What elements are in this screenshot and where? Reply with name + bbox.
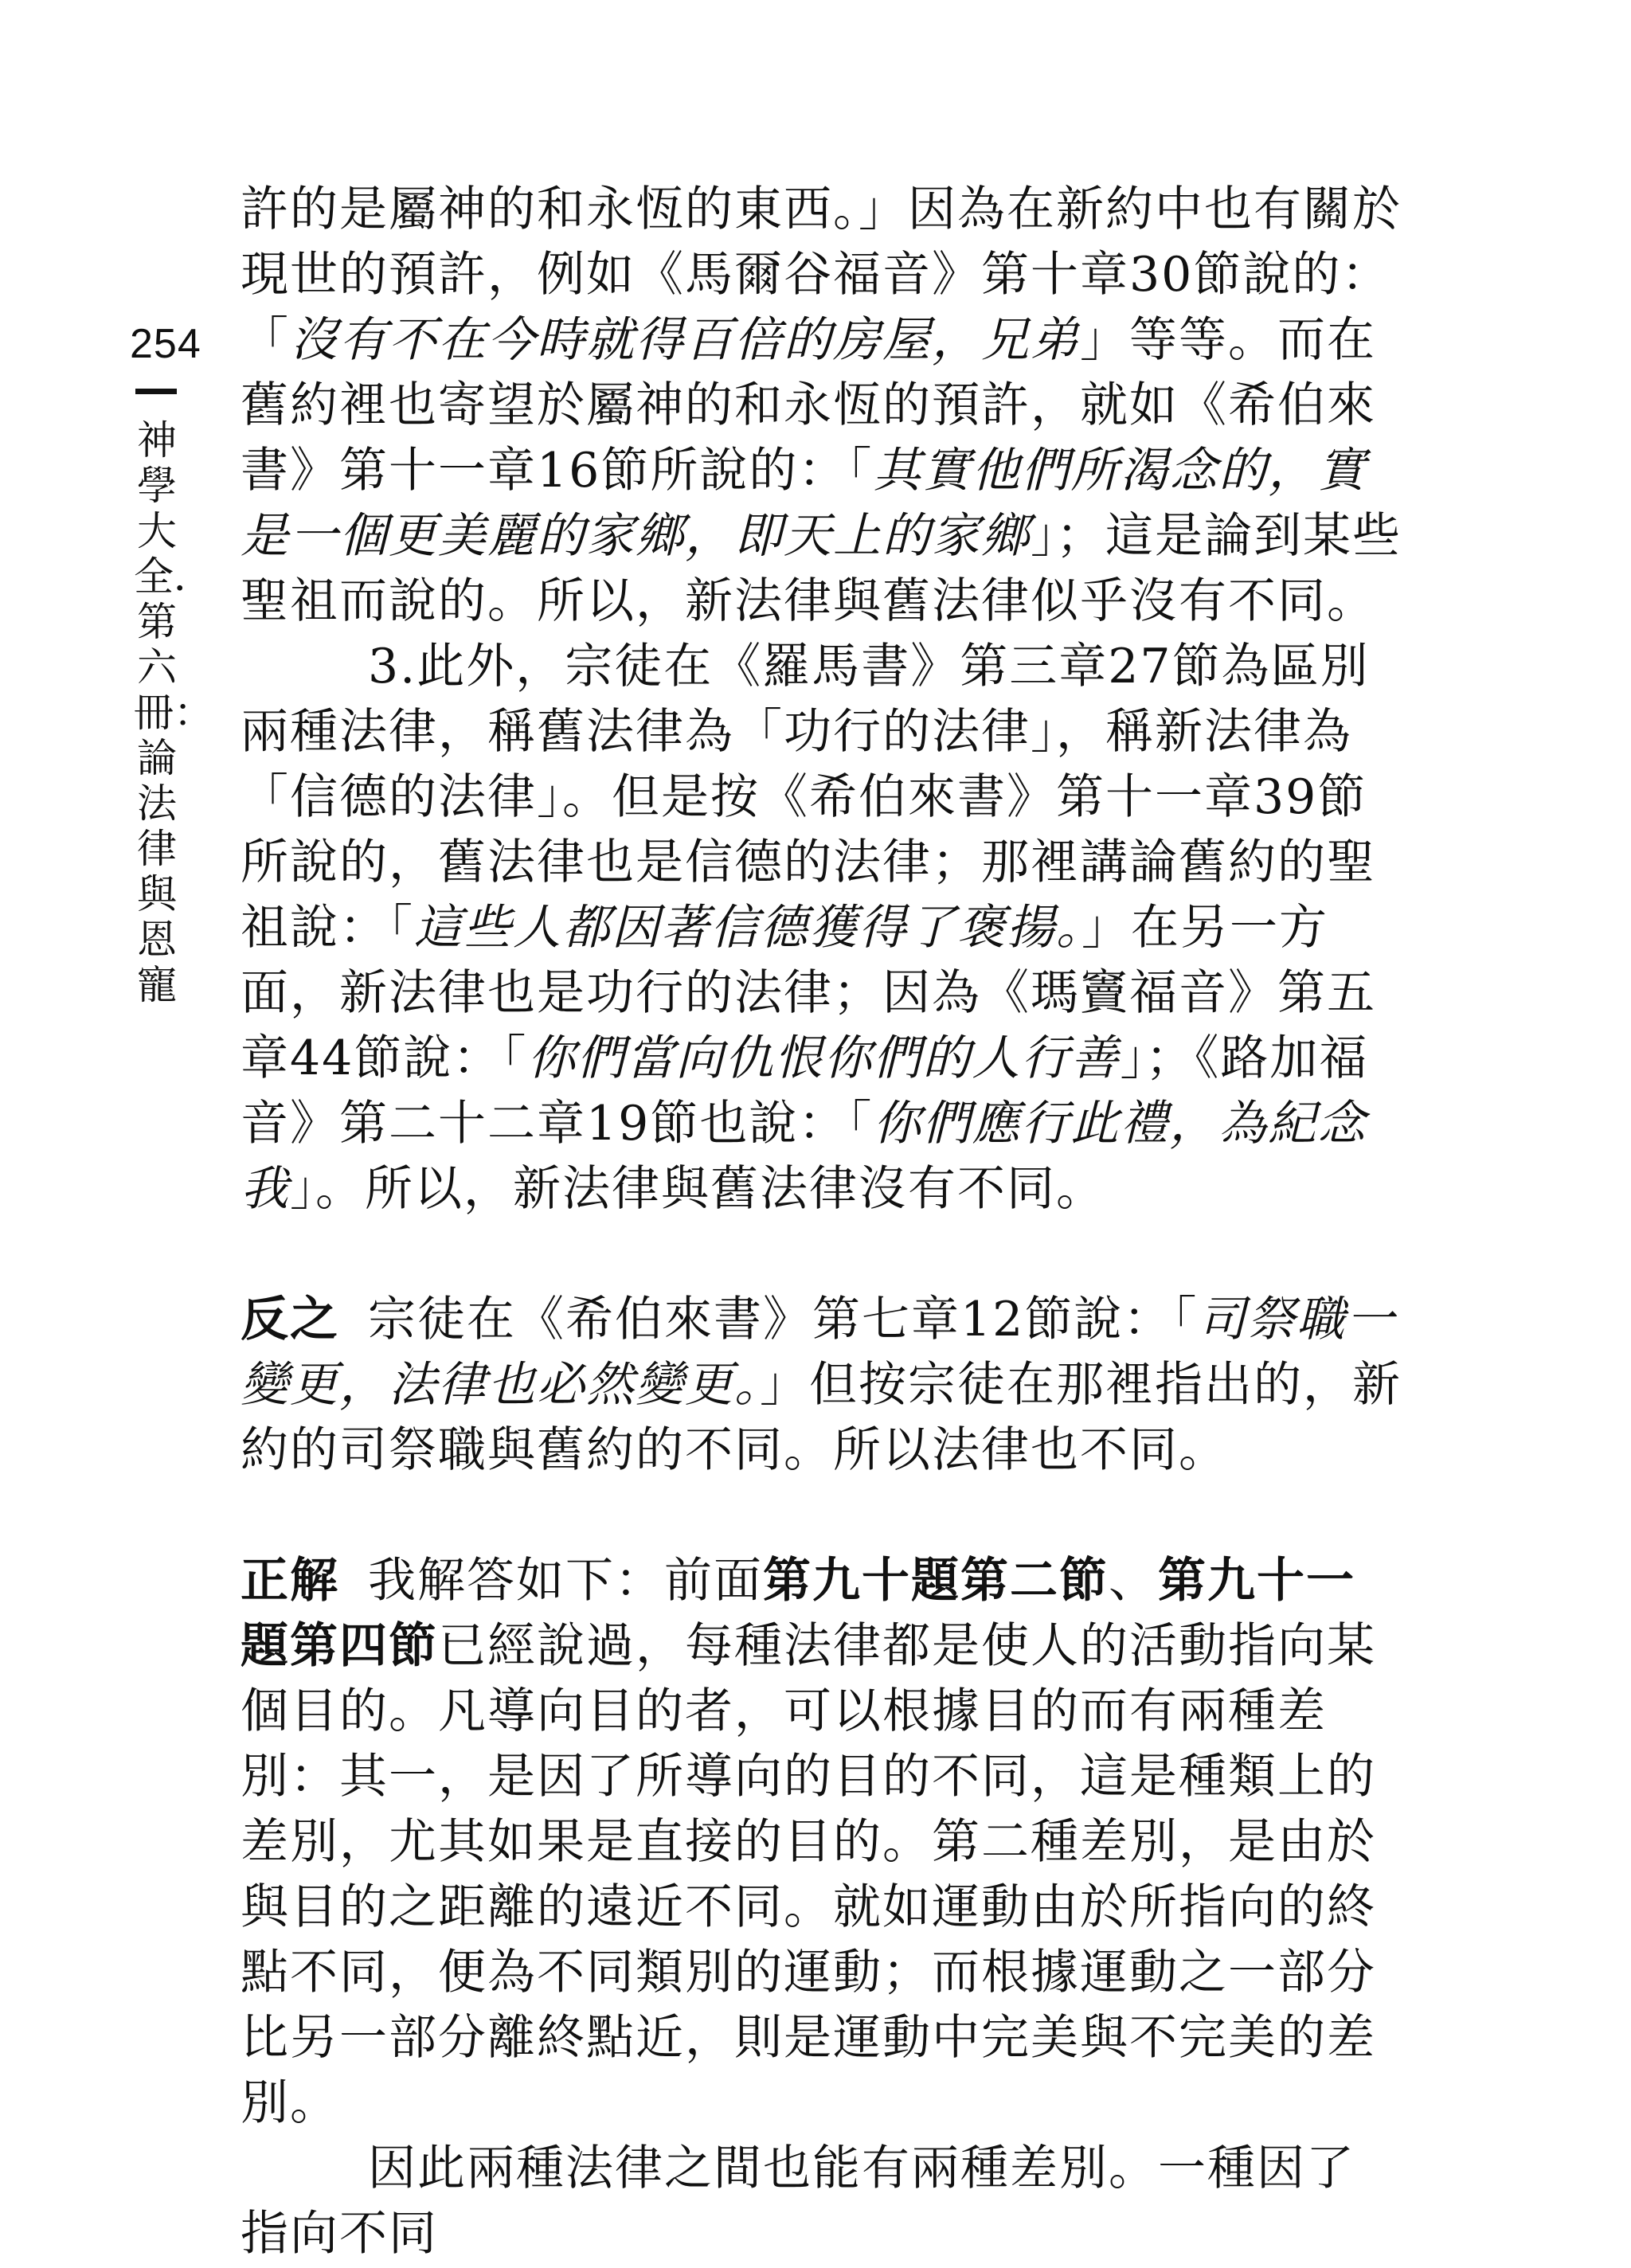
text-run: 因此兩種法律之間也能有兩種差別。一種因了指向不同 <box>241 2141 1355 2262</box>
paragraph-objection-2-end <box>241 177 1403 634</box>
text-run: 」。所以，新法律與舊法律沒有不同。 <box>290 1161 1105 1217</box>
scripture-quote: 司祭職一變更，法律也必然變更。 <box>241 1292 1396 1413</box>
text-run: 」；這是論到某些聖祖而說的。所以，新法律與舊法律似乎沒有不同。 <box>241 508 1402 629</box>
paragraph-sed-contra <box>241 1287 1403 1483</box>
paragraph-text <box>241 1548 1403 2136</box>
paragraph-spacer <box>241 1483 1403 1548</box>
paragraph-text <box>241 2136 1403 2266</box>
paragraph-text <box>241 634 1403 1222</box>
text-run: 、 <box>1109 1553 1158 1609</box>
paragraph-respondeo <box>241 1548 1403 2136</box>
text-run: 」等等。而在舊約裡也寄望於屬神的和永恆的預許，就如《希伯來書》第十一章16節所說的：「 <box>241 312 1376 499</box>
section-label-respondeo: 正解 <box>241 1554 339 1607</box>
paragraph-objection-3 <box>241 634 1403 1222</box>
page-number: 254 <box>130 321 201 367</box>
text-run: 」在另一方面，新法律也是功行的法律；因為《瑪竇福音》第五章44節說：「 <box>241 900 1376 1086</box>
paragraph-text <box>241 1287 1403 1483</box>
paragraph-text <box>241 177 1403 634</box>
scripture-quote: 其實他們所渴念的，實是一個更美麗的家鄉，即天上的家鄉 <box>241 443 1367 564</box>
cross-reference: 第九十題第二節 <box>763 1553 1109 1609</box>
text-run: 」；《路加福音》第二十二章19節也說：「 <box>241 1030 1369 1152</box>
scripture-quote: 這些人都因著信德獲得了褒揚。 <box>414 900 1081 956</box>
body-text <box>241 177 1403 2266</box>
scripture-quote: 沒有不在今時就得百倍的房屋，兄弟 <box>290 312 1080 368</box>
text-run: 我解答如下：前面 <box>368 1553 763 1609</box>
scripture-quote: 你們應行此禮，為紀念我 <box>241 1096 1367 1217</box>
scripture-quote: 你們當向仇恨你們的人行善 <box>527 1030 1121 1086</box>
paragraph-spacer <box>241 1222 1403 1287</box>
text-run: 」但按宗徒在那裡指出的，新約的司祭職與舊約的不同。所以法律也不同。 <box>241 1357 1402 1478</box>
header-rule <box>135 389 177 394</box>
section-label-sed-contra: 反之 <box>241 1292 339 1346</box>
text-run: 已經說過，每種法律都是使人的活動指向某個目的。凡導向目的者，可以根據目的而有兩種差別：其一，是因了所導向的目的不同，這是種類上的差別，尤其如果是直接的目的。第二種差別，是由於與目的之距離的遠近不同。就如運動由於所指向的終點不同，便為不同類別的運動；而根據運動之一部分比另一部分離終點近，則是運動中完美與不完美的差別。 <box>241 1618 1376 2131</box>
text-run: 3.此外，宗徒在《羅馬書》第三章27節為區別兩種法律，稱舊法律為「功行的法律」，稱新法律為「信德的法律」。但是按《希伯來書》第十一章39節所說的，舊法律也是信德的法律；那裡講論舊約的聖祖說：「 <box>241 639 1376 956</box>
text-run: 宗徒在《希伯來書》第七章12節說：「 <box>368 1292 1199 1347</box>
paragraph-respondeo-continued <box>241 2136 1403 2266</box>
cross-reference: 第九十一題第四節 <box>241 1553 1355 1674</box>
running-title: 神學大全．第六冊：論法律與恩寵 <box>134 417 213 1008</box>
text-run: 許的是屬神的和永恆的東西。」因為在新約中也有關於現世的預許，例如《馬爾谷福音》第十章30節說的：「 <box>241 182 1402 368</box>
